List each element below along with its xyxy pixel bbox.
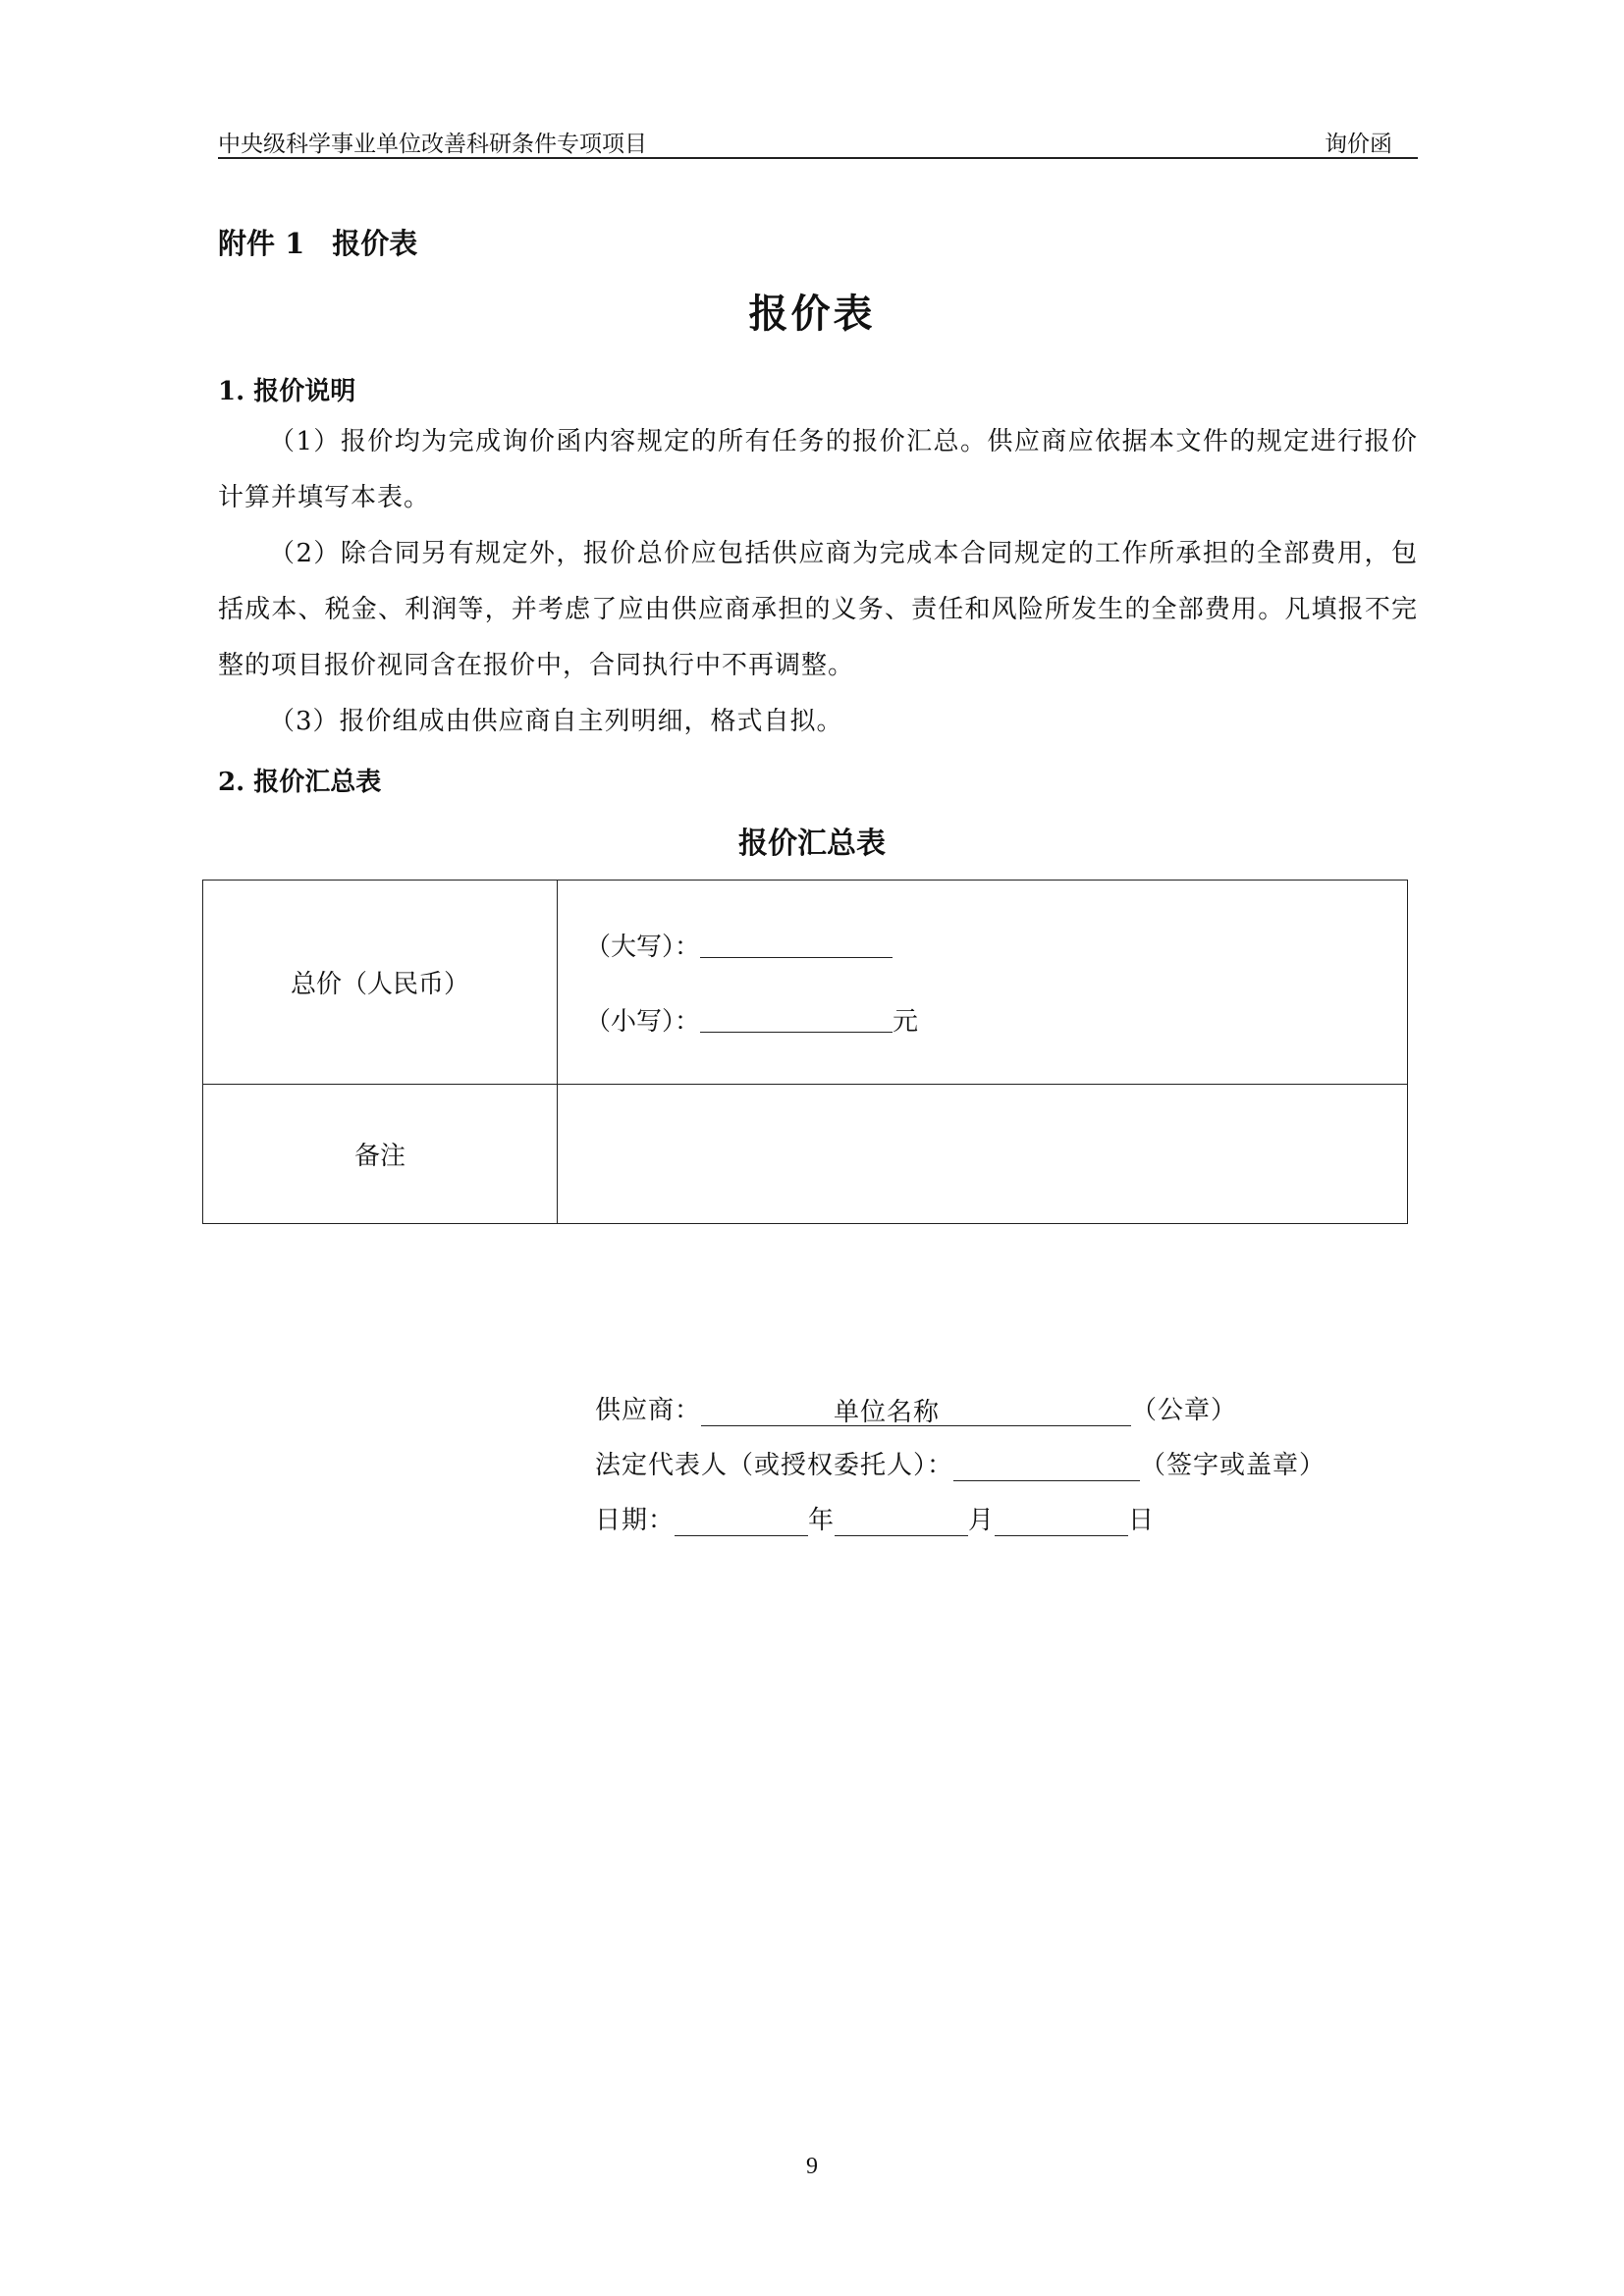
header-project-name: 中央级科学事业单位改善科研条件专项项目 — [218, 132, 647, 157]
remark-cell[interactable] — [558, 1085, 1408, 1224]
lower-amount-label: （小写）： — [585, 1007, 701, 1037]
table-row-total — [203, 881, 1408, 1085]
remark-label: 备注 — [203, 1085, 558, 1224]
representative-signature-field[interactable] — [953, 1455, 1140, 1481]
total-price-label: 总价（人民币） — [203, 881, 558, 1085]
summary-table-title: 报价汇总表 — [738, 827, 886, 861]
page-number: 9 — [806, 2154, 818, 2179]
representative-note: （签字或盖章） — [1140, 1451, 1326, 1480]
representative-label: 法定代表人（或授权委托人）： — [595, 1451, 954, 1480]
upper-amount-label: （大写）： — [585, 933, 701, 962]
page-title: 报价表 — [748, 291, 876, 337]
seal-note: （公章） — [1131, 1396, 1238, 1425]
upper-amount-blank[interactable] — [700, 932, 893, 958]
currency-unit: 元 — [893, 1007, 919, 1037]
representative-line — [595, 1445, 1326, 1481]
table-row-remark — [203, 1085, 1408, 1224]
total-price-cell — [558, 881, 1408, 1085]
lower-amount-blank[interactable] — [700, 1006, 893, 1033]
date-line — [595, 1500, 1155, 1536]
day-label: 日 — [1128, 1506, 1156, 1535]
section-heading-1: 1. 报价说明 — [218, 377, 356, 406]
year-label: 年 — [808, 1506, 836, 1535]
header-divider — [218, 157, 1418, 159]
paragraph-1: （1）报价均为完成询价函内容规定的所有任务的报价汇总。供应商应依据本文件的规定进行报价计算并填写本表。 — [218, 427, 1418, 512]
month-label: 月 — [968, 1506, 996, 1535]
paragraph-3: （3）报价组成由供应商自主列明细，格式自拟。 — [269, 707, 843, 736]
header-doc-type: 询价函 — [1325, 132, 1392, 157]
section-heading-2: 2. 报价汇总表 — [218, 768, 382, 797]
attachment-title: 报价表 — [332, 227, 418, 260]
supplier-line — [595, 1390, 1237, 1426]
supplier-name-value: 单位名称 — [834, 1398, 941, 1427]
attachment-number: 附件 1 — [218, 227, 305, 260]
day-field[interactable] — [995, 1510, 1128, 1536]
upper-amount-line — [585, 908, 1407, 983]
attachment-heading — [218, 222, 417, 262]
supplier-label: 供应商： — [595, 1396, 702, 1425]
paragraph-2: （2）除合同另有规定外，报价总价应包括供应商为完成本合同规定的工作所承担的全部费用，包括成本、税金、利润等，并考虑了应由供应商承担的义务、责任和风险所发生的全部费用。凡填报不完整的项目报价视同含在报价中，合同执行中不再调整。 — [218, 539, 1418, 680]
quote-summary-table — [202, 880, 1408, 1224]
year-field[interactable] — [675, 1510, 808, 1536]
supplier-name-field[interactable] — [701, 1400, 1131, 1426]
lower-amount-line — [585, 983, 1407, 1057]
date-label: 日期： — [595, 1506, 676, 1535]
month-field[interactable] — [835, 1510, 968, 1536]
